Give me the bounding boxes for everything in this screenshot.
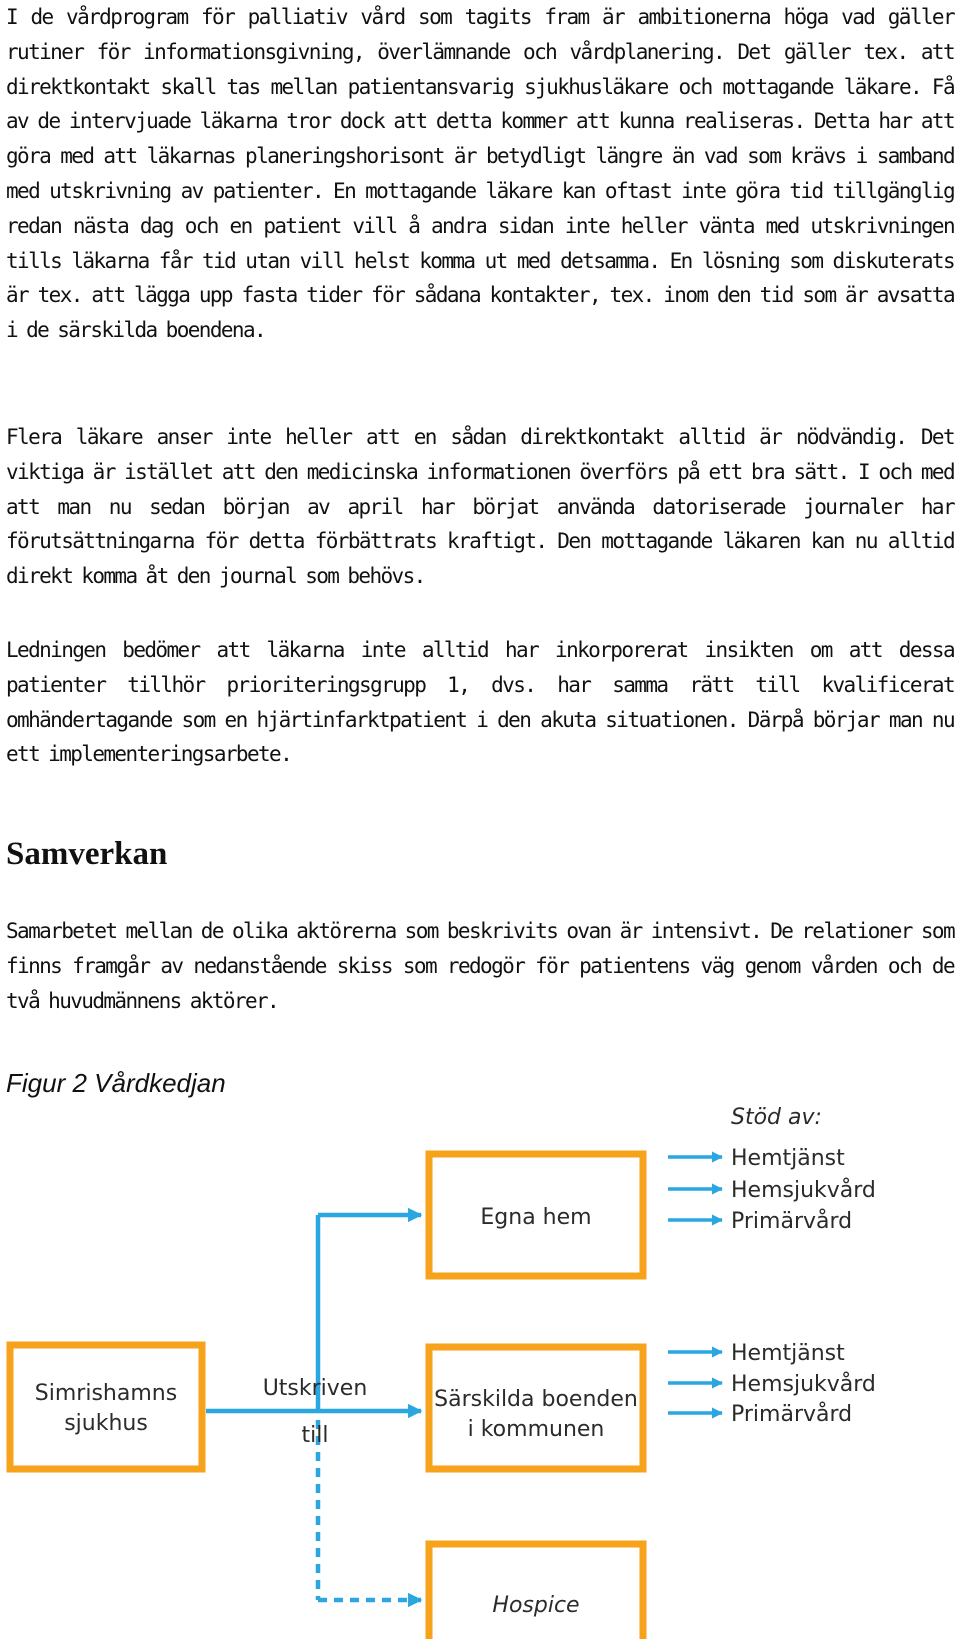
support-item-2-3: Primärvård	[731, 1402, 853, 1427]
arrow-label-till: till	[301, 1423, 329, 1448]
source-box	[10, 1345, 202, 1469]
section-heading: Samverkan	[6, 836, 168, 872]
destination-label-hospice: Hospice	[492, 1593, 580, 1618]
arrow-label-utskriven: Utskriven	[262, 1376, 368, 1401]
destination-label-sarskilda-line1: Särskilda boenden	[434, 1387, 638, 1412]
paragraph-2: Flera läkare anser inte heller att en sådan direktkontakt alltid är nödvändig. Det viktiga är istället att den medicinska informationen överförs på ett bra sätt. I och med att man nu sedan början av april har börjat använda datoriserade journaler har förutsättningarna för detta förbättrats kraftigt. Den mottagande läkaren kan nu alltid direkt komma åt den journal som behövs.	[6, 425, 954, 589]
support-item-1-3: Primärvård	[731, 1209, 853, 1234]
support-item-2-1: Hemtjänst	[731, 1341, 845, 1366]
support-heading: Stöd av:	[731, 1105, 822, 1130]
care-chain-diagram	[0, 1090, 960, 1639]
destination-label-sarskilda-line2: i kommunen	[467, 1417, 605, 1442]
figure-caption: Figur 2 Vårdkedjan	[6, 1068, 226, 1098]
source-label-line1: Simrishamns	[34, 1381, 178, 1406]
support-item-1-2: Hemsjukvård	[731, 1178, 876, 1203]
destination-box-hospice	[429, 1544, 643, 1639]
paragraph-4: Samarbetet mellan de olika aktörerna som beskrivits ovan är intensivt. De relationer som finns framgår av nedanstående skiss som redogör för patientens väg genom vården och de två huvudmännens aktörer.	[6, 919, 954, 1013]
support-item-2-2: Hemsjukvård	[731, 1372, 876, 1397]
destination-label-egna-hem: Egna hem	[480, 1205, 592, 1230]
support-item-1-1: Hemtjänst	[731, 1146, 845, 1171]
source-label-line2: sjukhus	[64, 1411, 148, 1436]
paragraph-1: I de vårdprogram för palliativ vård som tagits fram är ambitionerna höga vad gäller rutiner för informationsgivning, överlämnande och vårdplanering. Det gäller tex. att direktkontakt skall tas mellan patientansvarig sjukhusläkare och mottagande läkare. Få av de intervjuade läkarna tror dock att detta kommer att kunna realiseras. Detta har att göra med att läkarnas planeringshorisont är betydligt längre än vad som krävs i samband med utskrivning av patienter. En mottagande läkare kan oftast inte göra tid tillgänglig redan nästa dag och en patient vill å andra sidan inte heller vänta med utskrivningen tills läkarna får tid utan vill helst komma ut med detsamma. En lösning som diskuterats är tex. att lägga upp fasta tider för sådana kontakter, tex. inom den tid som är avsatta i de särskilda boendena.	[6, 5, 954, 343]
support-arrows	[668, 1157, 722, 1413]
paragraph-3: Ledningen bedömer att läkarna inte alltid har inkorporerat insikten om att dessa patienter tillhör prioriteringsgrupp 1, dvs. har samma rätt till kvalificerat omhändertagande som en hjärtinfarktpatient i den akuta situationen. Därpå börjar man nu ett implementeringsarbete.	[6, 638, 954, 767]
